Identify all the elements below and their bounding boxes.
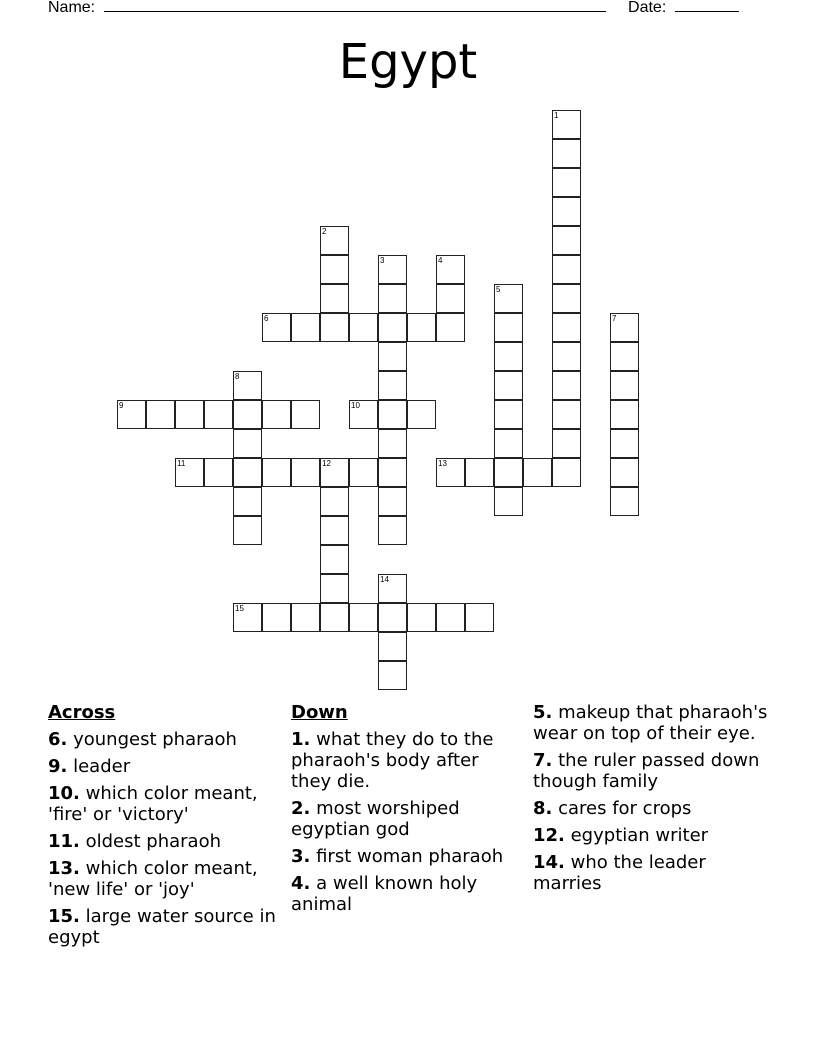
grid-cell[interactable] (378, 284, 407, 313)
grid-cell[interactable] (146, 400, 175, 429)
grid-cell[interactable] (494, 342, 523, 371)
across-heading: Across (48, 702, 116, 723)
grid-cell[interactable] (378, 458, 407, 487)
grid-cell[interactable] (552, 313, 581, 342)
grid-cell[interactable] (610, 400, 639, 429)
clue-number: 4 (438, 256, 443, 265)
grid-cell[interactable] (378, 603, 407, 632)
grid-cell[interactable] (610, 487, 639, 516)
clue-text: makeup that pharaoh's wear on top of their eye. (533, 702, 768, 744)
grid-cell[interactable] (436, 255, 465, 284)
grid-cell[interactable] (262, 603, 291, 632)
down-clue (533, 852, 773, 894)
grid-cell[interactable] (117, 400, 146, 429)
grid-cell[interactable] (349, 313, 378, 342)
date-label: Date: (628, 0, 667, 16)
clue-text: who the leader marries (533, 852, 706, 894)
grid-cell[interactable] (552, 139, 581, 168)
grid-cell[interactable] (552, 168, 581, 197)
across-clue (48, 729, 280, 750)
grid-cell[interactable] (610, 458, 639, 487)
clue-num: 11. (48, 831, 80, 852)
down-clue (533, 702, 773, 744)
grid-cell[interactable] (320, 226, 349, 255)
clue-num: 3. (291, 846, 311, 867)
clue-num: 6. (48, 729, 68, 750)
across-clue (48, 906, 280, 948)
grid-cell[interactable] (320, 255, 349, 284)
clue-number: 11 (177, 459, 186, 468)
clue-number: 14 (380, 575, 389, 584)
grid-cell[interactable] (523, 458, 552, 487)
across-clue (48, 783, 280, 825)
clue-num: 7. (533, 750, 553, 771)
clue-num: 2. (291, 798, 311, 819)
clue-number: 12 (322, 459, 331, 468)
down-clue (291, 846, 523, 867)
clue-number: 2 (322, 227, 327, 236)
grid-cell[interactable] (610, 371, 639, 400)
down-clue (533, 750, 773, 792)
across-clue (48, 858, 280, 900)
grid-cell[interactable] (378, 400, 407, 429)
grid-cell[interactable] (320, 284, 349, 313)
clue-num: 5. (533, 702, 553, 723)
clue-text: a well known holy animal (291, 873, 478, 915)
grid-cell[interactable] (552, 197, 581, 226)
grid-cell[interactable] (233, 487, 262, 516)
grid-cell[interactable] (378, 661, 407, 690)
clue-number: 7 (612, 314, 617, 323)
grid-cell[interactable] (494, 313, 523, 342)
clue-num: 13. (48, 858, 80, 879)
grid-cell[interactable] (262, 400, 291, 429)
clue-num: 15. (48, 906, 80, 927)
grid-cell[interactable] (320, 603, 349, 632)
across-clue (48, 756, 280, 777)
down-clue (533, 798, 773, 819)
grid-cell[interactable] (378, 574, 407, 603)
grid-cell[interactable] (233, 516, 262, 545)
clue-text: which color meant, 'fire' or 'victory' (48, 783, 258, 825)
clue-number: 6 (264, 314, 269, 323)
grid-cell[interactable] (320, 574, 349, 603)
grid-cell[interactable] (436, 458, 465, 487)
grid-cell[interactable] (175, 400, 204, 429)
down-list-continued (533, 702, 773, 894)
clue-text: youngest pharaoh (67, 729, 237, 750)
clue-text: what they do to the pharaoh's body after they die. (291, 729, 494, 792)
clue-number: 3 (380, 256, 385, 265)
down-clues-column-2 (533, 702, 773, 900)
grid-cell[interactable] (552, 226, 581, 255)
grid-cell[interactable] (407, 603, 436, 632)
clue-num: 12. (533, 825, 565, 846)
clue-num: 1. (291, 729, 311, 750)
grid-cell[interactable] (552, 342, 581, 371)
clue-number: 9 (119, 401, 124, 410)
clue-text: egyptian writer (564, 825, 709, 846)
grid-cell[interactable] (552, 371, 581, 400)
grid-cell[interactable] (233, 400, 262, 429)
grid-cell[interactable] (378, 487, 407, 516)
grid-cell[interactable] (291, 603, 320, 632)
clue-text: cares for crops (552, 798, 692, 819)
grid-cell[interactable] (349, 400, 378, 429)
grid-cell[interactable] (378, 429, 407, 458)
clue-num: 4. (291, 873, 311, 894)
grid-cell[interactable] (378, 313, 407, 342)
clue-number: 13 (438, 459, 447, 468)
clue-number: 1 (554, 111, 559, 120)
down-clue (291, 729, 523, 792)
clue-number: 15 (235, 604, 244, 613)
clue-text: oldest pharaoh (79, 831, 221, 852)
grid-cell[interactable] (320, 545, 349, 574)
grid-cell[interactable] (233, 371, 262, 400)
down-clue (291, 798, 523, 840)
grid-cell[interactable] (552, 429, 581, 458)
across-clues (48, 702, 280, 954)
clue-number: 10 (351, 401, 360, 410)
clue-text: most worshiped egyptian god (291, 798, 460, 840)
name-label: Name: (48, 0, 96, 16)
clue-text: leader (67, 756, 131, 777)
grid-cell[interactable] (494, 400, 523, 429)
grid-cell[interactable] (320, 487, 349, 516)
down-list (291, 729, 523, 915)
clue-number: 8 (235, 372, 240, 381)
grid-cell[interactable] (378, 516, 407, 545)
grid-cell[interactable] (552, 458, 581, 487)
grid-cell[interactable] (436, 284, 465, 313)
clue-text: large water source in egypt (48, 906, 276, 948)
down-clue (291, 873, 523, 915)
down-clue (533, 825, 773, 846)
grid-cell[interactable] (233, 458, 262, 487)
grid-cell[interactable] (494, 284, 523, 313)
grid-cell[interactable] (378, 371, 407, 400)
clue-text: first woman pharaoh (310, 846, 504, 867)
grid-cell[interactable] (494, 429, 523, 458)
clue-number: 5 (496, 285, 501, 294)
grid-cell[interactable] (291, 313, 320, 342)
grid-cell[interactable] (291, 458, 320, 487)
grid-cell[interactable] (175, 458, 204, 487)
clue-text: which color meant, 'new life' or 'joy' (48, 858, 258, 900)
grid-cell[interactable] (349, 458, 378, 487)
grid-cell[interactable] (233, 429, 262, 458)
grid-cell[interactable] (610, 342, 639, 371)
grid-cell[interactable] (552, 255, 581, 284)
across-list (48, 729, 280, 948)
clue-num: 9. (48, 756, 68, 777)
clue-text: the ruler passed down though family (533, 750, 760, 792)
grid-cell[interactable] (378, 632, 407, 661)
grid-cell[interactable] (320, 458, 349, 487)
clue-num: 14. (533, 852, 565, 873)
across-clue (48, 831, 280, 852)
down-heading: Down (291, 702, 348, 723)
grid-cell[interactable] (291, 400, 320, 429)
grid-cell[interactable] (610, 429, 639, 458)
grid-cell[interactable] (378, 255, 407, 284)
grid-cell[interactable] (610, 313, 639, 342)
grid-cell[interactable] (494, 371, 523, 400)
grid-cell[interactable] (204, 400, 233, 429)
grid-cell[interactable] (262, 313, 291, 342)
grid-cell[interactable] (407, 400, 436, 429)
grid-cell[interactable] (552, 400, 581, 429)
grid-cell[interactable] (349, 603, 378, 632)
grid-cell[interactable] (436, 313, 465, 342)
grid-cell[interactable] (233, 603, 262, 632)
down-clues-column-1 (291, 702, 523, 921)
page-title: Egypt (338, 34, 478, 90)
grid-cell[interactable] (552, 284, 581, 313)
grid-cell[interactable] (204, 458, 233, 487)
clue-num: 8. (533, 798, 553, 819)
grid-cell[interactable] (494, 487, 523, 516)
grid-cell[interactable] (262, 458, 291, 487)
clue-num: 10. (48, 783, 80, 804)
grid-cell[interactable] (552, 110, 581, 139)
grid-cell[interactable] (465, 458, 494, 487)
grid-cell[interactable] (465, 603, 494, 632)
grid-cell[interactable] (320, 516, 349, 545)
grid-cell[interactable] (407, 313, 436, 342)
grid-cell[interactable] (494, 458, 523, 487)
grid-cell[interactable] (378, 342, 407, 371)
grid-cell[interactable] (436, 603, 465, 632)
grid-cell[interactable] (320, 313, 349, 342)
